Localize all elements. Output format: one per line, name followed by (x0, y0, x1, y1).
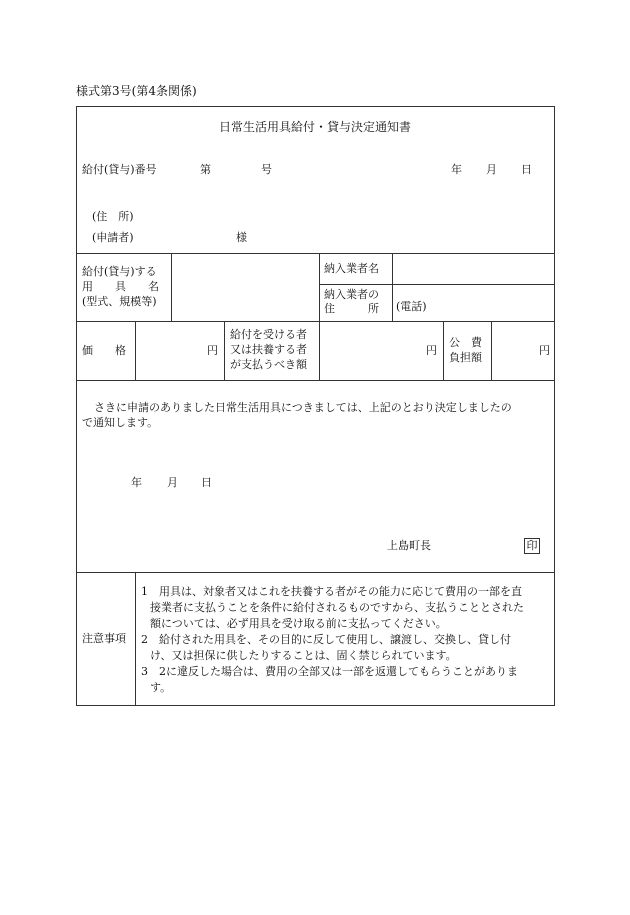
notes-line: 接業者に支払うことを条件に給付されるものですから、支払うこととされた (150, 601, 524, 614)
col-divider (135, 572, 136, 706)
vendor-address-line1: 納入業者の (324, 288, 379, 301)
header-year: 年 (451, 163, 462, 176)
price-label: 価 格 (82, 344, 126, 357)
applicant-label: (申請者) (92, 231, 134, 244)
notice-line2: で通知します。 (82, 416, 159, 429)
row-divider (76, 572, 555, 573)
col-divider (443, 321, 444, 380)
col-divider (319, 253, 320, 321)
row-divider (76, 253, 555, 254)
number-dai: 第 (200, 163, 211, 176)
row-divider (76, 321, 555, 322)
vendor-address-line2: 住 所 (324, 302, 379, 315)
vendor-name-label: 納入業者名 (324, 262, 379, 275)
number-go: 号 (261, 163, 272, 176)
col-divider (171, 253, 172, 321)
col-divider (491, 321, 492, 380)
col-divider (224, 321, 225, 380)
row-divider (76, 380, 555, 381)
notes-line: 1 用具は、対象者又はこれを扶養する者がその能力に応じて費用の一部を直 (141, 585, 522, 598)
col-divider (135, 321, 136, 380)
address-label: (住 所) (92, 210, 134, 223)
row-divider (319, 284, 555, 285)
item-label-line2: 用 具 名 (82, 280, 159, 293)
payer-label-line3: が支払うべき額 (230, 358, 307, 371)
col-divider (392, 253, 393, 321)
price-yen: 円 (207, 344, 218, 357)
notice-line1: さきに申請のありました日常生活用具につきましては、上記のとおり決定しましたの (94, 401, 512, 414)
item-label-line3: (型式、規模等) (82, 295, 157, 308)
notice-month: 月 (167, 476, 178, 489)
phone-label: (電話) (396, 300, 427, 313)
notes-label: 注意事項 (82, 632, 126, 645)
public-label-line2: 負担額 (449, 351, 482, 364)
header-month: 月 (486, 163, 497, 176)
seal-stamp: 印 (524, 538, 540, 554)
sama-label: 様 (236, 231, 247, 244)
notice-day: 日 (201, 476, 212, 489)
payer-yen: 円 (426, 344, 437, 357)
public-label-line1: 公 費 (449, 336, 482, 349)
col-divider (319, 321, 320, 380)
notes-line: す。 (150, 681, 172, 694)
payer-label-line1: 給付を受ける者 (230, 328, 307, 341)
public-yen: 円 (539, 344, 550, 357)
notes-line: 額については、必ず用具を受け取る前に支払ってください。 (150, 617, 447, 630)
mayor-label: 上島町長 (387, 539, 431, 552)
header-day: 日 (521, 163, 532, 176)
notes-line: け、又は担保に供したりすることは、固く禁じられています。 (150, 649, 457, 662)
notice-year: 年 (131, 476, 142, 489)
notes-line: 3 2に違反した場合は、費用の全部又は一部を返還してもらうことがありま (141, 665, 518, 678)
item-label-line1: 給付(貸与)する (82, 265, 157, 278)
notes-line: 2 給付された用具を、その目的に反して使用し、譲渡し、交換し、貸し付 (141, 633, 511, 646)
form-label: 様式第3号(第4条関係) (76, 84, 197, 98)
payer-label-line2: 又は扶養する者 (230, 343, 307, 356)
document-title: 日常生活用具給付・貸与決定通知書 (218, 120, 411, 134)
number-label: 給付(貸与)番号 (82, 163, 157, 176)
